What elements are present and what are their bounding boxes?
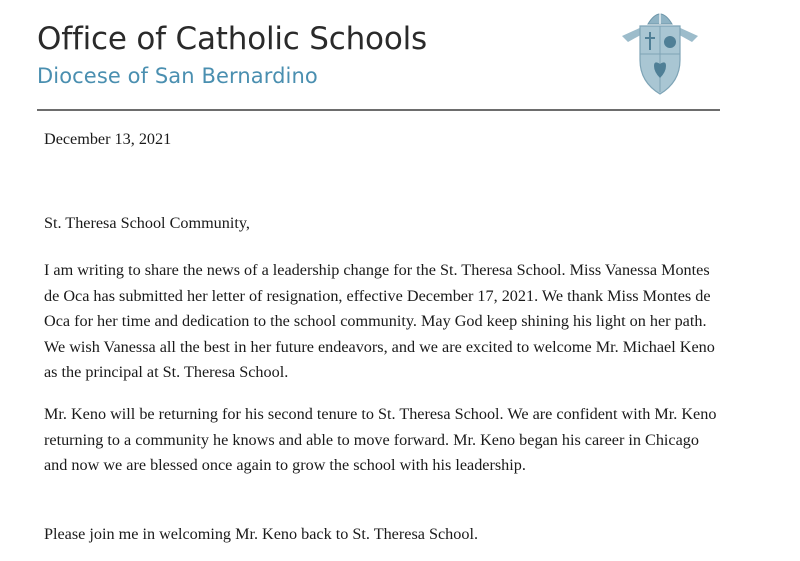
diocese-subtitle: Diocese of San Bernardino — [37, 64, 318, 88]
letter-paragraph: Please join me in welcoming Mr. Keno back to St. Theresa School. — [44, 525, 478, 543]
letter-paragraph: I am writing to share the news of a leadership change for the St. Theresa School. Miss Vanessa Montes de Oca has submitted her letter of resignation, effective December 17, 2021. We thank Miss Montes de Oca for her time and dedication to the school community. May God keep shining his light on her path. We wish Vanessa all the best in her future endeavors, and we are excited to welcome Mr. Michael Keno as the principal at St. Theresa School. — [44, 261, 715, 381]
diocese-crest-icon — [614, 2, 706, 98]
office-title: Office of Catholic Schools — [37, 21, 427, 57]
header-divider — [37, 109, 720, 111]
letter-date: December 13, 2021 — [44, 130, 172, 148]
letter-paragraph: Mr. Keno will be returning for his second tenure to St. Theresa School. We are confident with Mr. Keno returning to a community he knows and able to move forward. Mr. Keno began his career in Chicago and now we are blessed once again to grow the school with his leadership. — [44, 405, 717, 474]
letter-salutation: St. Theresa School Community, — [44, 214, 250, 232]
